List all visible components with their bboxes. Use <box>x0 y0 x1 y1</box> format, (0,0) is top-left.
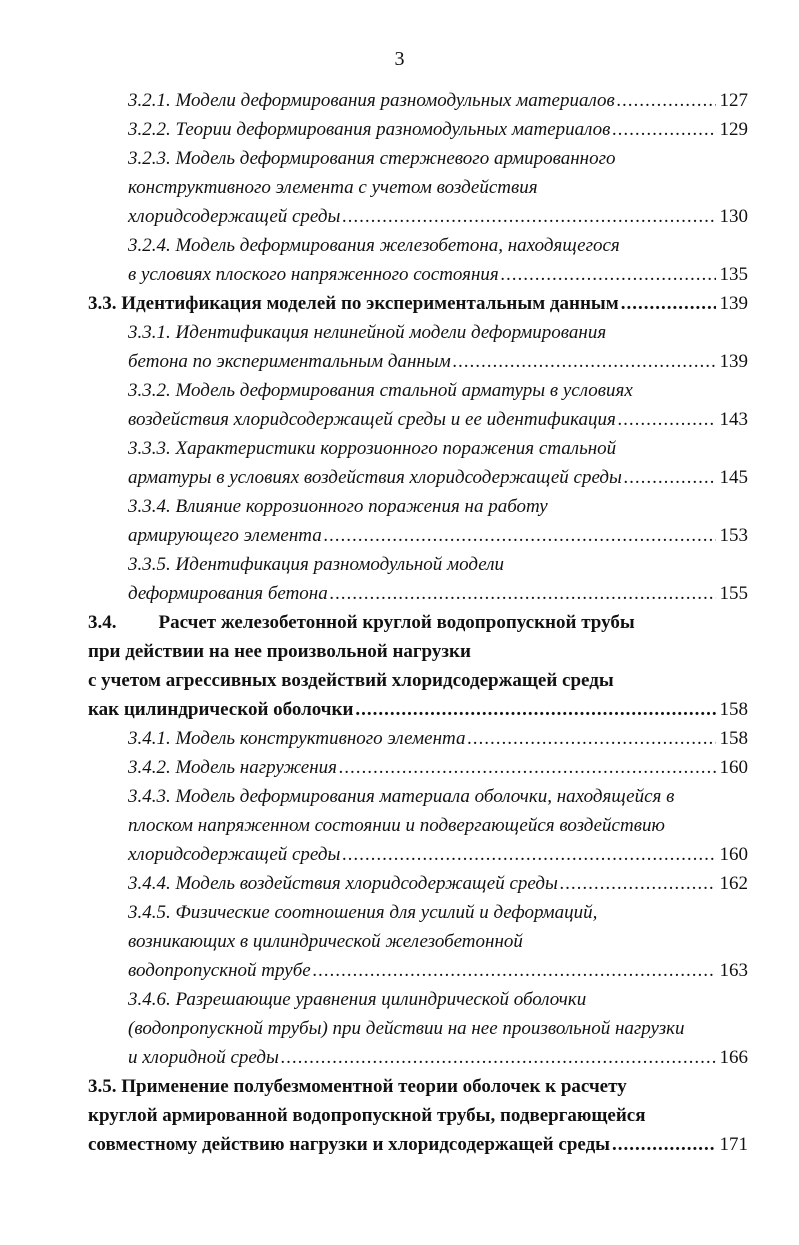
toc-section-line[interactable]: с учетом агрессивных воздействий хлоридсодержащей среды <box>88 670 614 691</box>
toc-entry-title: арматуры в условиях воздействия хлоридсодержащей среды <box>128 467 622 488</box>
toc-entry[interactable] <box>128 869 748 898</box>
toc-entry[interactable] <box>128 202 748 231</box>
toc-entry-line[interactable]: возникающих в цилиндрической железобетонной <box>128 931 523 952</box>
toc-entry-page: 127 <box>719 90 748 111</box>
leader-dots <box>281 1043 716 1072</box>
leader-dots <box>342 840 715 869</box>
toc-entry-title: деформирования бетона <box>128 583 328 604</box>
toc-section-number: 3.4. <box>88 612 117 633</box>
toc-entry-title: в условиях плоского напряженного состояния <box>128 264 499 285</box>
toc-entry[interactable] <box>128 405 748 434</box>
leader-dots <box>330 579 716 608</box>
toc-entry-page: 139 <box>719 293 748 314</box>
toc-entry[interactable] <box>128 463 748 492</box>
toc-entry-page: 163 <box>719 960 748 981</box>
toc-entry-title: и хлоридной среды <box>128 1047 279 1068</box>
toc-entry-line[interactable]: плоском напряженном состоянии и подвергающейся воздействию <box>128 815 665 836</box>
toc-entry-line[interactable]: 3.4.6. Разрешающие уравнения цилиндрической оболочки <box>128 989 587 1010</box>
toc-entry-title: водопропускной трубе <box>128 960 311 981</box>
toc-entry[interactable] <box>128 579 748 608</box>
toc-entry-line[interactable]: (водопропускной трубы) при действии на нее произвольной нагрузки <box>128 1018 685 1039</box>
leader-dots <box>339 753 716 782</box>
toc-section-line[interactable] <box>88 608 635 637</box>
toc-entry-page: 166 <box>719 1047 748 1068</box>
toc-entry-line[interactable]: 3.3.4. Влияние коррозионного поражения на работу <box>128 496 548 517</box>
toc-entry-line[interactable]: 3.3.1. Идентификация нелинейной модели деформирования <box>128 322 607 343</box>
leader-dots <box>617 86 716 115</box>
toc-entry[interactable] <box>128 260 748 289</box>
toc-entry[interactable] <box>128 347 748 376</box>
toc-section-line[interactable]: при действии на нее произвольной нагрузки <box>88 641 471 662</box>
toc-entry-title: бетона по экспериментальным данным <box>128 351 451 372</box>
toc-entry-line[interactable]: 3.2.4. Модель деформирования железобетона, находящегося <box>128 235 620 256</box>
toc-entry-page: 135 <box>719 264 748 285</box>
leader-dots <box>612 115 715 144</box>
toc-entry-line[interactable]: 3.3.5. Идентификация разномодульной модели <box>128 554 504 575</box>
toc-entry-line[interactable]: 3.4.5. Физические соотношения для усилий и деформаций, <box>128 902 598 923</box>
toc-entry-line[interactable]: 3.2.3. Модель деформирования стержневого армированного <box>128 148 616 169</box>
toc-entry-line[interactable]: 3.4.3. Модель деформирования материала оболочки, находящейся в <box>128 786 675 807</box>
toc-entry-title: 3.4.1. Модель конструктивного элемента <box>128 728 466 749</box>
toc-entry-page: 139 <box>719 351 748 372</box>
toc-entry[interactable] <box>128 1043 748 1072</box>
toc-entry-page: 162 <box>719 873 748 894</box>
toc-entry-page: 130 <box>719 206 748 227</box>
toc-entry-line[interactable]: 3.3.2. Модель деформирования стальной арматуры в условиях <box>128 380 633 401</box>
toc-section-line[interactable]: 3.5. Применение полубезмоментной теории оболочек к расчету <box>88 1076 627 1097</box>
leader-dots <box>612 1130 715 1159</box>
leader-dots <box>624 463 716 492</box>
toc-entry-page: 145 <box>719 467 748 488</box>
toc-entry-page: 155 <box>719 583 748 604</box>
toc-section[interactable] <box>88 695 748 724</box>
toc-entry-page: 158 <box>719 728 748 749</box>
toc-section[interactable] <box>88 289 748 318</box>
toc-entry-title: воздействия хлоридсодержащей среды и ее идентификация <box>128 409 616 430</box>
leader-dots <box>621 289 716 318</box>
toc-entry-title: хлоридсодержащей среды <box>128 844 341 865</box>
page-number: 3 <box>394 48 405 70</box>
leader-dots <box>313 956 716 985</box>
toc-entry[interactable] <box>128 956 748 985</box>
toc-entry[interactable] <box>128 521 748 550</box>
toc-entry-page: 160 <box>719 757 748 778</box>
leader-dots <box>560 869 716 898</box>
leader-dots <box>467 724 715 753</box>
leader-dots <box>453 347 716 376</box>
toc-entry[interactable] <box>128 753 748 782</box>
toc-section-line[interactable]: круглой армированной водопропускной трубы, подвергающейся <box>88 1105 646 1126</box>
leader-dots <box>355 695 715 724</box>
toc-section-title: Расчет железобетонной круглой водопропускной трубы <box>158 612 635 633</box>
toc-entry[interactable] <box>128 115 748 144</box>
toc-entry-page: 158 <box>719 699 748 720</box>
toc-entry-page: 160 <box>719 844 748 865</box>
toc-entry-page: 153 <box>719 525 748 546</box>
toc-entry-line[interactable]: конструктивного элемента с учетом воздействия <box>128 177 538 198</box>
toc-entry-title: хлоридсодержащей среды <box>128 206 341 227</box>
toc-entry-page: 129 <box>719 119 748 140</box>
toc-section-title: совместному действию нагрузки и хлоридсодержащей среды <box>88 1134 611 1155</box>
toc-entry[interactable] <box>128 840 748 869</box>
toc-section-title: 3.3. Идентификация моделей по экспериментальным данным <box>88 293 619 314</box>
toc-entry-title: 3.2.1. Модели деформирования разномодульных материалов <box>128 90 615 111</box>
toc-entry-page: 171 <box>719 1134 748 1155</box>
leader-dots <box>501 260 716 289</box>
leader-dots <box>618 405 716 434</box>
toc-entry-title: 3.4.4. Модель воздействия хлоридсодержащей среды <box>128 873 558 894</box>
toc-entry[interactable] <box>128 724 748 753</box>
toc-entry[interactable] <box>128 86 748 115</box>
leader-dots <box>342 202 715 231</box>
toc-entry-page: 143 <box>719 409 748 430</box>
toc-entry-line[interactable]: 3.3.3. Характеристики коррозионного поражения стальной <box>128 438 617 459</box>
toc-entry-title: 3.4.2. Модель нагружения <box>128 757 337 778</box>
toc-entry-title: армирующего элемента <box>128 525 322 546</box>
toc-section[interactable] <box>88 1130 748 1159</box>
toc-section-title: как цилиндрической оболочки <box>88 699 354 720</box>
toc-entry-title: 3.2.2. Теории деформирования разномодульных материалов <box>128 119 611 140</box>
leader-dots <box>324 521 716 550</box>
